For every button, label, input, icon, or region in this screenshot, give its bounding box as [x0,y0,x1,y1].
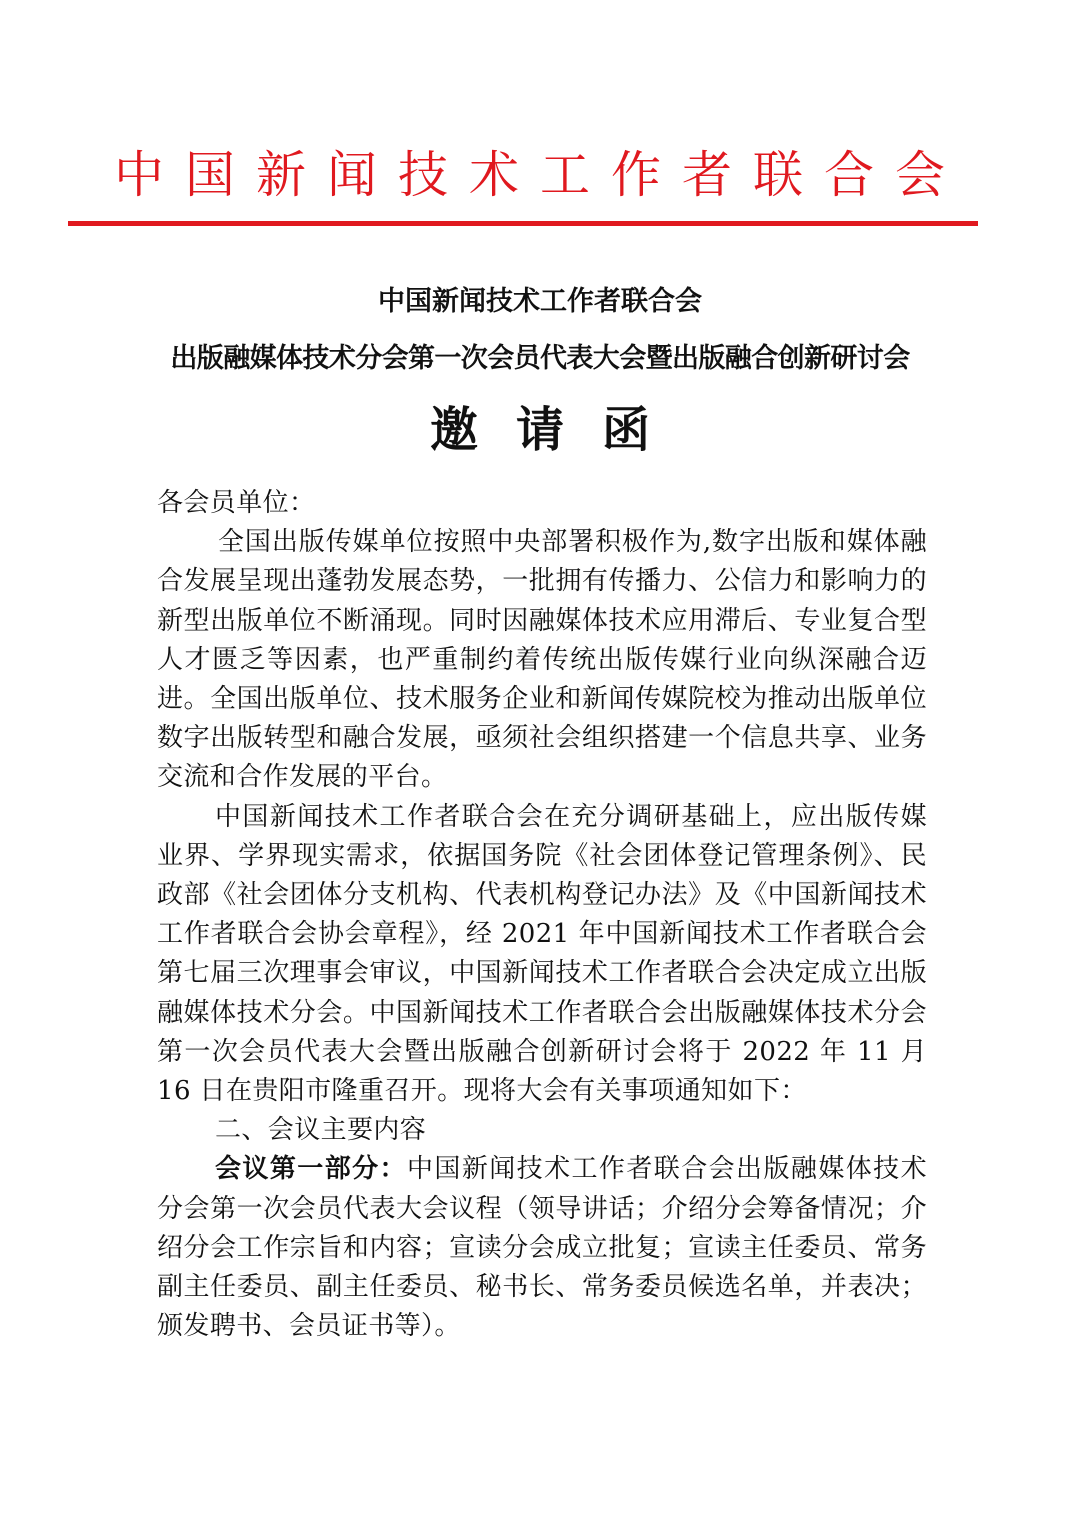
heading-invitation: 邀请函 [429,402,688,458]
letter-body [157,484,927,1346]
heading-event: 出版融媒体技术分会第一次会员代表大会暨出版融合创新研讨会 [170,343,910,374]
paragraph-announcement: 中国新闻技术工作者联合会在充分调研基础上，应出版传媒业界、学界现实需求，依据国务院《社会团体登记管理条例》、民政部《社会团体分支机构、代表机构登记办法》及《中国新闻技术工作者联合会协会章程》，经 2021 年中国新闻技术工作者联合会第七届三次理事会审议，中国新闻技术工作者联合会决定成立出版融媒体技术分会。中国新闻技术工作者联合会出版融媒体技术分会第一次会员代表大会暨出版融合创新研讨会将于 2022 年 11 月 16 日在贵阳市隆重召开。现将大会有关事项通知如下： [157,801,927,1107]
part-one-text: 中国新闻技术工作者联合会出版融媒体技术分会第一次会员代表大会议程（领导讲话；介绍分会筹备情况；介绍分会工作宗旨和内容；宣读分会成立批复；宣读主任委员、常务副主任委员、副主任委员、秘书长、常务委员候选名单，并表决；颁发聘书、会员证书等）。 [157,1154,927,1342]
section-heading-agenda: 二、会议主要内容 [215,1115,427,1146]
letterhead-title: 中国新闻技术工作者联合会 [114,146,966,204]
heading-organization: 中国新闻技术工作者联合会 [378,286,702,317]
paragraph-background: 全国出版传媒单位按照中央部署积极作为,数字出版和媒体融合发展呈现出蓬勃发展态势，一批拥有传播力、公信力和影响力的新型出版单位不断涌现。同时因融媒体技术应用滞后、专业复合型人才匮乏等因素，也严重制约着传统出版传媒行业向纵深融合迈进。全国出版单位、技术服务企业和新闻传媒院校为推动出版单位数字出版转型和融合发展，亟须社会组织搭建一个信息共享、业务交流和合作发展的平台。 [157,527,927,793]
letterhead-red-rule [68,221,978,226]
paragraph-part-one [157,1150,927,1346]
salutation: 各会员单位： [157,488,316,518]
part-one-lead: 会议第一部分： [215,1154,407,1185]
